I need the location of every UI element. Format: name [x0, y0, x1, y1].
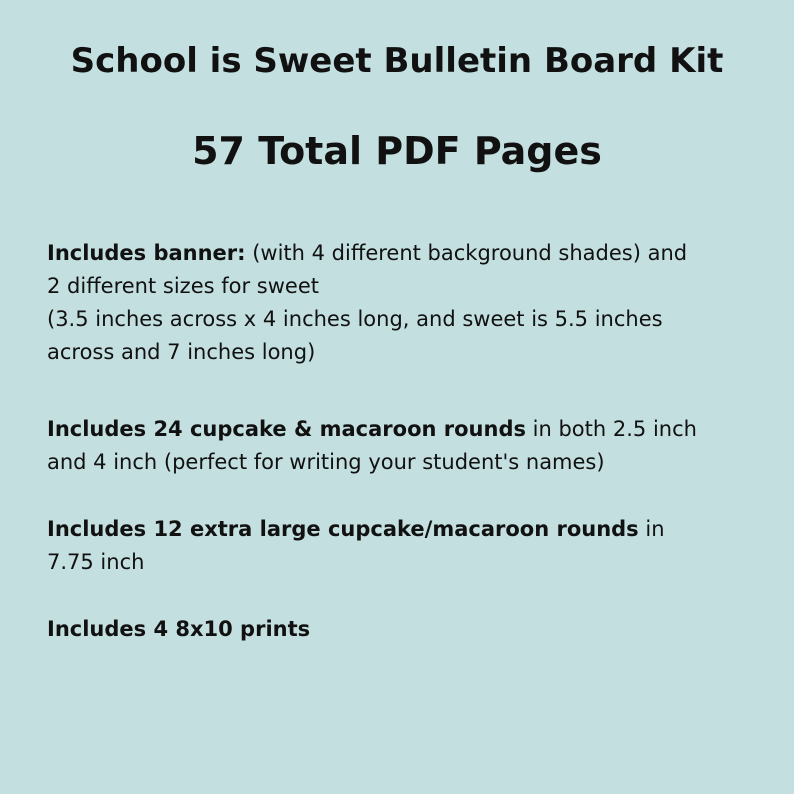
prints-feature-line-1 — [47, 613, 757, 646]
banner-feature — [47, 237, 757, 369]
page-title: School is Sweet Bulletin Board Kit — [70, 41, 724, 81]
banner-feature-text: (with 4 different background shades) and — [245, 241, 688, 265]
large-rounds-feature — [47, 513, 757, 579]
page-count-heading: 57 Total PDF Pages — [192, 129, 602, 173]
banner-feature-line-4: across and 7 inches long) — [47, 340, 316, 364]
banner-feature-line-2: 2 different sizes for sweet — [47, 274, 319, 298]
rounds-feature-line-2: and 4 inch (perfect for writing your student's names) — [47, 450, 605, 474]
rounds-feature-line-1 — [47, 413, 757, 446]
rounds-feature-text: in both 2.5 inch — [525, 417, 697, 441]
large-rounds-feature-text: in — [638, 517, 665, 541]
banner-feature-line-3: (3.5 inches across x 4 inches long, and sweet is 5.5 inches — [47, 307, 663, 331]
prints-feature-label: Includes 4 8x10 prints — [47, 617, 311, 641]
large-rounds-feature-label: Includes 12 extra large cupcake/macaroon rounds — [47, 517, 639, 541]
banner-feature-label: Includes banner: — [47, 241, 246, 265]
rounds-feature — [47, 413, 757, 479]
large-rounds-feature-line-2: 7.75 inch — [47, 550, 145, 574]
large-rounds-feature-line-1 — [47, 513, 757, 546]
banner-feature-line-1 — [47, 237, 757, 270]
prints-feature — [47, 613, 757, 646]
rounds-feature-label: Includes 24 cupcake & macaroon rounds — [47, 417, 526, 441]
